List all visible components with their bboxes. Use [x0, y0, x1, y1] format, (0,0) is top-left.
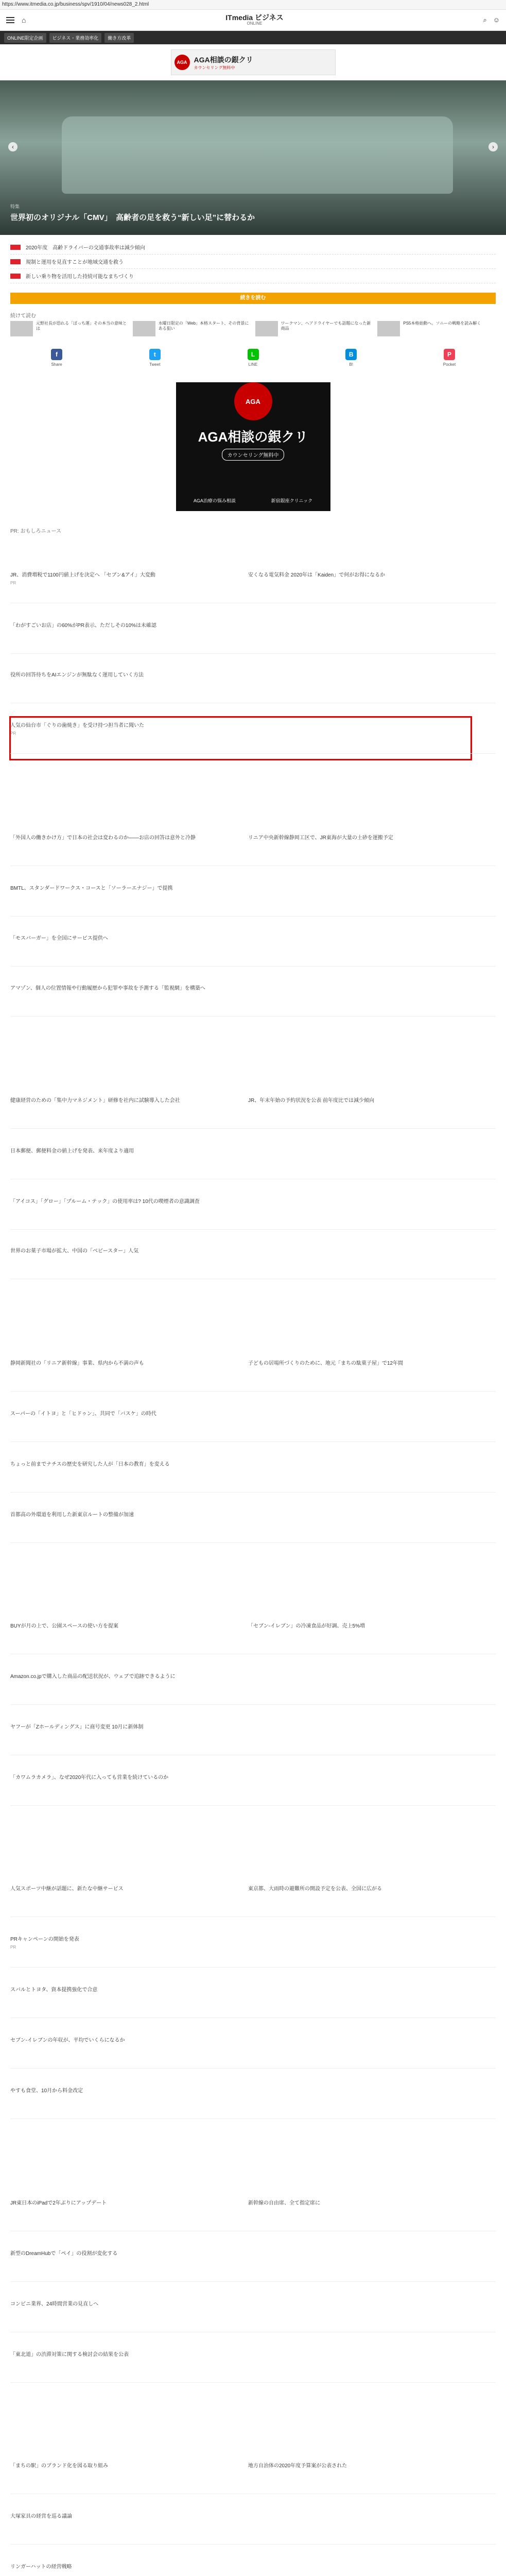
divider: [10, 1805, 496, 1806]
article-title: JR、消費増税で1100円値上げを決定へ 「セブン&アイ」大変動: [10, 572, 155, 578]
article-title: やすも食堂、10月から料金改定: [10, 2088, 83, 2094]
share-button[interactable]: [207, 349, 300, 367]
divider: [10, 2068, 496, 2069]
article-link[interactable]: [10, 1673, 237, 1681]
chevron-left-icon[interactable]: ‹: [8, 142, 18, 151]
ranking-text: PS5本格始動へ。ソニーの戦略を読み解く: [403, 321, 481, 326]
article-link[interactable]: [10, 1198, 237, 1206]
menu-icon[interactable]: [6, 17, 14, 23]
article-link[interactable]: [10, 2463, 237, 2470]
share-bar: [10, 349, 496, 367]
pickup-tag: [10, 259, 21, 264]
article-link[interactable]: [10, 1148, 237, 1155]
article-title: 「アイコス」「グロー」「プルーム・テック」の使用率は? 10代の喫煙者の意識調査: [10, 1199, 200, 1205]
divider: [10, 2544, 496, 2545]
ranking-text: 元野社長が恐れる「ぼっち運」その本当の意味とは: [36, 321, 127, 331]
article-title: 東京都、大雨時の避難所の開設予定を公表、全国に広がる: [248, 1886, 382, 1892]
pickup-text: 規制と運用を見直すことが地域交通を救う: [26, 260, 124, 265]
article-title: 首都高の外環道を利用した新東京ルートの整備が加速: [10, 1512, 134, 1518]
article-title: リンガーハットの経営戦略: [10, 2564, 72, 2570]
share-label: B!: [349, 362, 354, 367]
ranking-item[interactable]: [133, 321, 251, 336]
article-link[interactable]: [248, 1623, 475, 1630]
article-link[interactable]: [10, 2564, 237, 2571]
article-meta: PR: [10, 1945, 16, 1950]
pr-label: PR: おもしろニュース: [10, 529, 61, 534]
hero-article[interactable]: [0, 80, 506, 235]
article-link[interactable]: [248, 1360, 475, 1367]
article-link[interactable]: [10, 1248, 237, 1255]
site-logo-sub: ONLINE: [247, 21, 263, 26]
ranking-thumb: [133, 321, 155, 336]
article-title: 子どもの居場所づくりのために、地元「まちの駄菓子屋」で12年間: [248, 1361, 404, 1366]
article-link[interactable]: [10, 1097, 237, 1105]
article-link[interactable]: [10, 1411, 237, 1418]
pickup-item[interactable]: [10, 269, 496, 283]
mid-advertisement[interactable]: [176, 382, 330, 511]
article-link[interactable]: [10, 2513, 237, 2520]
article-link[interactable]: [10, 985, 237, 992]
article-title: スーパーの「イトヨ」と「ヒドゥン」、共同で「バスケ」の時代: [10, 1411, 156, 1417]
article-link[interactable]: [10, 2301, 237, 2308]
article-link[interactable]: [10, 2351, 237, 2359]
article-link[interactable]: [10, 622, 237, 630]
article-title: コンビニ業界、24時間営業の見直しへ: [10, 2301, 99, 2307]
article-link[interactable]: [10, 885, 237, 892]
article-link[interactable]: [248, 2463, 475, 2470]
ad-foot-left: AGA治療の悩み相談: [193, 498, 236, 503]
article-link[interactable]: [248, 835, 475, 842]
divider: [10, 753, 496, 754]
article-link[interactable]: [248, 572, 475, 579]
article-link[interactable]: [10, 1987, 237, 1994]
article-title: 人気の仙台市「ぐりの歯焼き」を受け持つ担当者に聞いた: [10, 723, 144, 728]
divider: [10, 1492, 496, 1493]
ranking-item[interactable]: [377, 321, 496, 336]
pickup-item[interactable]: [10, 240, 496, 255]
article-link[interactable]: [10, 1886, 237, 1893]
ranking-title: 続けて読む: [10, 313, 36, 319]
divider: [10, 2382, 496, 2383]
article-title: BMTL、スタンダードワークス・コースと「ソーラーエナジー」で提携: [10, 886, 173, 891]
article-link[interactable]: [10, 2250, 237, 2258]
article-title: 静岡新聞社の「リニア新幹線」事業、県内から不満の声も: [10, 1361, 144, 1366]
article-title: JR東日本のiPadで2年ぶりにアップデート: [10, 2200, 107, 2206]
pickup-item[interactable]: [10, 255, 496, 269]
article-title: 「東北道」の渋滞対策に関する検討会の結果を公表: [10, 2352, 129, 2358]
sub-navigation: [0, 31, 506, 44]
pickup-tag: [10, 274, 21, 279]
article-link[interactable]: [10, 1512, 237, 1519]
pickup-text: 2020年度 高齢ドライバーの交通事故率は減少傾向: [26, 245, 145, 251]
article-link[interactable]: [10, 1623, 237, 1630]
divider: [10, 1391, 496, 1392]
article-link[interactable]: [248, 1097, 475, 1105]
share-button[interactable]: [109, 349, 201, 367]
search-icon[interactable]: ⌕: [483, 16, 487, 24]
article-title: 「カワムラカメラ」、なぜ2020年代に入っても営業を続けているのか: [10, 1775, 169, 1781]
ad-logo: AGA: [234, 382, 272, 420]
article-title: 日本郵便、郵便料金の値上げを発表、来年度より適用: [10, 1148, 134, 1154]
article-title: 役所の回答待ちをAIエンジンが無駄なく運用していく方法: [10, 672, 144, 678]
article-title: Amazon.co.jpで購入した商品の配送状況が、ウェブで追跡できるように: [10, 1674, 176, 1680]
article-title: 地方自治体の2020年度予算案が公表された: [248, 2463, 347, 2469]
ranking-item[interactable]: [10, 321, 129, 336]
divider: [10, 2281, 496, 2282]
article-title: リニア中央新幹線静岡工区で、JR東海が大量の土砂を運搬予定: [248, 835, 393, 841]
chevron-right-icon[interactable]: ›: [488, 142, 498, 151]
divider: [10, 966, 496, 967]
divider: [10, 1128, 496, 1129]
ad-subtitle: カウンセリング無料中: [194, 65, 235, 70]
ad-title: AGA相談の銀クリ: [194, 55, 253, 64]
share-label: LINE: [248, 362, 258, 367]
ad-pill: カウンセリング無料中: [222, 449, 285, 461]
article-title: BUYが月の上で、公園スペースの使い方を提案: [10, 1623, 118, 1629]
hero-title: 世界初のオリジナル「CMV」 高齢者の足を救う“新しい足”に替わるか: [10, 213, 255, 222]
subnav-item[interactable]: 働き方改革: [104, 33, 134, 43]
article-link[interactable]: [10, 2088, 237, 2095]
article-link[interactable]: [10, 1774, 237, 1782]
divider: [10, 1229, 496, 1230]
article-title: ヤフーが「Zホールディングス」に商号変更 10月に新体制: [10, 1724, 144, 1730]
facebook-icon: f: [51, 349, 62, 360]
twitter-icon: t: [149, 349, 161, 360]
share-label: Tweet: [149, 362, 161, 367]
article-title: 「外国人の働きかけ方」で日本の社会は変わるのか——お店の回答は意外と冷静: [10, 835, 196, 841]
article-link[interactable]: [10, 672, 237, 679]
divider: [10, 653, 496, 654]
highlighted-article-frame: [9, 716, 472, 760]
article-link[interactable]: [248, 1886, 475, 1893]
read-more-button[interactable]: 続きを読む: [10, 293, 496, 304]
ad-foot-right: 新宿銀座クリニック: [271, 498, 313, 503]
article-link[interactable]: [10, 2037, 237, 2044]
article-title: JR、年末年始の予約状況を公表 前年度比では減少傾向: [248, 1098, 374, 1104]
site-logo-text: ITmedia ビジネス: [225, 13, 284, 22]
article-title: 健康経営のための「集中力マネジメント」研修を社内に試験導入した会社: [10, 1098, 180, 1104]
hero-label: 特集: [10, 204, 20, 209]
browser-url-bar[interactable]: https://www.itmedia.co.jp/business/spv/1910/04/news028_2.html: [0, 0, 506, 10]
article-link[interactable]: [10, 1461, 237, 1468]
article-link[interactable]: [10, 1724, 237, 1731]
top-advertisement[interactable]: [171, 49, 336, 75]
ranking-list: [10, 321, 496, 336]
article-link[interactable]: [10, 1936, 237, 1950]
article-title: 「まちの駅」のブランド化を図る取り組み: [10, 2463, 108, 2469]
article-title: 安くなる電気料金 2020年は「Kaiden」で何がお得になるか: [248, 572, 386, 578]
site-header: [0, 10, 506, 31]
ad-logo: AGA: [175, 55, 190, 70]
article-title: 「モスバーガー」を全国にサービス提供へ: [10, 936, 108, 941]
article-title: 新幹線の自由席、全て指定席に: [248, 2200, 320, 2206]
ranking-item[interactable]: [255, 321, 374, 336]
article-link[interactable]: [10, 2200, 237, 2207]
article-link[interactable]: [10, 935, 237, 942]
article-title: 「セブン-イレブン」の冷凍食品が好調、売上5%増: [248, 1623, 365, 1629]
ranking-thumb: [255, 321, 278, 336]
article-title: 「わがすごいお店」の60%がPR表示、ただしその10%は未確認: [10, 623, 156, 629]
article-title: 新型のDreamHubで「ペイ」の役割が変化する: [10, 2251, 118, 2257]
divider: [10, 1704, 496, 1705]
home-icon[interactable]: ⌂: [22, 16, 26, 24]
ranking-text: ワークマン、ヘアドライヤーでも話題になった新商品: [281, 321, 371, 331]
pocket-icon: P: [444, 349, 455, 360]
article-link[interactable]: [248, 2200, 475, 2207]
article-link[interactable]: [10, 572, 237, 586]
article-title: 世界のお菓子市場が拡大、中国の「ベビースター」人気: [10, 1248, 139, 1254]
pickup-text: 新しい乗り物を活用した持続可能なまちづくり: [26, 274, 134, 280]
share-label: Share: [51, 362, 62, 367]
hero-image: [62, 116, 453, 194]
article-title: アマゾン、個人の位置情報や行動履歴から犯罪や事故を予測する「監視網」を構築へ: [10, 986, 205, 991]
share-button[interactable]: [10, 349, 103, 367]
line-icon: L: [248, 349, 259, 360]
share-label: Pocket: [443, 362, 456, 367]
ranking-thumb: [377, 321, 400, 336]
site-logo[interactable]: [225, 14, 283, 26]
share-button[interactable]: [403, 349, 496, 367]
divider: [10, 916, 496, 917]
subnav-item[interactable]: ONLINE限定企画: [4, 33, 46, 43]
article-title: 人気スポーツ中継が話題に、新たな中継サービス: [10, 1886, 124, 1892]
pickup-list: [0, 235, 506, 283]
pickup-tag: [10, 245, 21, 250]
article-title: セブン-イレブンの年収が、平均でいくらになるか: [10, 2038, 125, 2043]
article-title: 大塚家具の経営を巡る議論: [10, 2514, 72, 2519]
divider: [10, 1967, 496, 1968]
article-title: PRキャンペーンの開始を発表: [10, 1937, 79, 1942]
article-link[interactable]: [10, 835, 237, 842]
article-meta: PR: [10, 731, 16, 736]
article-link[interactable]: [10, 1360, 237, 1367]
share-button[interactable]: [305, 349, 397, 367]
article-meta: PR: [10, 581, 16, 585]
subnav-item[interactable]: ビジネス・業務効率化: [49, 33, 102, 43]
user-icon[interactable]: ☺: [493, 16, 500, 24]
article-title: ちょっと前までナチスの歴史を研究した人が「日本の教育」を変える: [10, 1462, 170, 1467]
hatena-icon: B: [345, 349, 357, 360]
ranking-text: 水曜日限定の「Web」本格スタート、その背景にある狙い: [158, 321, 249, 331]
article-title: スバルとトヨタ、資本提携強化で合意: [10, 1987, 98, 1993]
ranking-thumb: [10, 321, 33, 336]
ad-title: AGA相談の銀クリ: [198, 429, 308, 445]
